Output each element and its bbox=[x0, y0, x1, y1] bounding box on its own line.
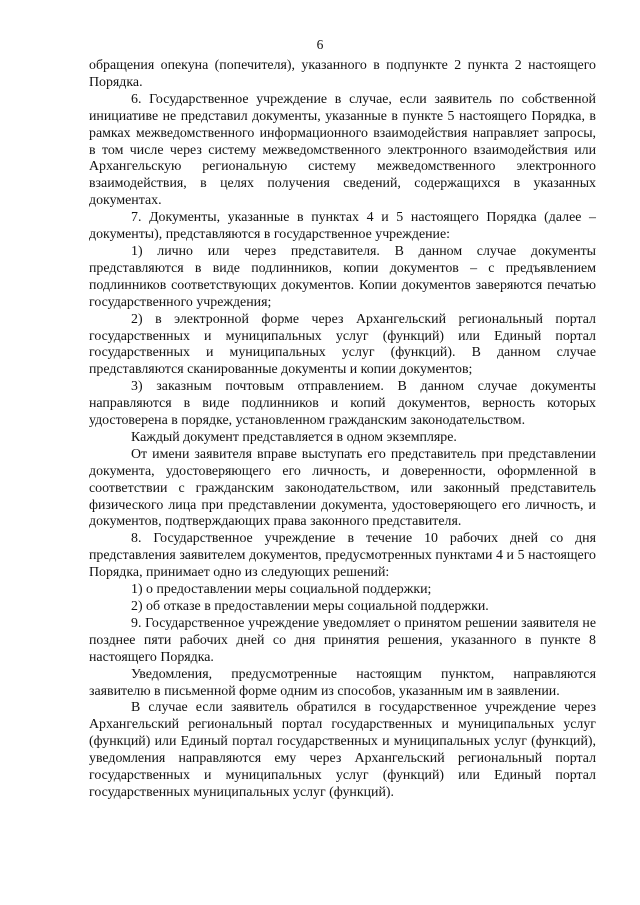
paragraph-item-7-2: 2) в электронной форме через Архангельский региональный портал государственных и муниципальных услуг (функций) или Единый портал государственных и муниципальных услуг (функций). В данном случае представляются сканированные документы и копии документов; bbox=[89, 311, 596, 378]
paragraph-continuation: обращения опекуна (попечителя), указанного в подпункте 2 пункта 2 настоящего Порядка. bbox=[89, 58, 596, 90]
paragraph-item-6: 6. Государственное учреждение в случае, если заявитель по собственной инициативе не представил документы, указанные в пункте 5 настоящего Порядка, в рамках межведомственного информационного взаимодействия направляет запросы, в том числе через систему межведомственного электронного взаимодействия или Архангельскую региональную систему межведомственного электронного взаимодействия, в целях получения сведений, содержащихся в указанных документах. bbox=[89, 91, 596, 209]
paragraph-item-8: 8. Государственное учреждение в течение 10 рабочих дней со дня представления заявителем документов, предусмотренных пунктами 4 и 5 настоящего Порядка, принимает одно из следующих решений: bbox=[89, 531, 596, 581]
document-body bbox=[89, 58, 596, 802]
page-number: 6 bbox=[316, 37, 324, 52]
paragraph-single-copy: Каждый документ представляется в одном экземпляре. bbox=[131, 429, 457, 445]
paragraph-item-7-3: 3) заказным почтовым отправлением. В данном случае документы направляются в виде подлинников и копий документов, верность которых удостоверена в порядке, установленном гражданским законодательством. bbox=[89, 379, 596, 429]
paragraph-item-8-1: 1) о предоставлении меры социальной поддержки; bbox=[131, 582, 432, 598]
paragraph-notifications: Уведомления, предусмотренные настоящим пунктом, направляются заявителю в письменной форме одним из способов, указанным им в заявлении. bbox=[89, 666, 596, 699]
paragraph-representative: От имени заявителя вправе выступать его представитель при представлении документа, удостоверяющего его личность, и доверенности, оформленной в соответствии с гражданским законодательством, или законный представитель физического лица при представлении документа, удостоверяющего его личность, и документов, подтверждающих права законного представителя. bbox=[89, 446, 596, 530]
paragraph-item-8-2: 2) об отказе в предоставлении меры социальной поддержки. bbox=[131, 599, 489, 614]
paragraph-item-7-1: 1) лично или через представителя. В данном случае документы представляются в виде подлинников, копии документов – с предъявлением подлинников соответствующих документов. Копии документов заверяются печатью государственного учреждения; bbox=[89, 243, 596, 310]
paragraph-portal-notifications: В случае если заявитель обратился в государственное учреждение через Архангельский региональный портал государственных и муниципальных услуг (функций) или Единый портал государственных и муниципальных услуг (функций), уведомления направляются ему через Архангельский региональный портал государственных и муниципальных услуг (функций) или Единый портал государственных муниципальных услуг (функций). bbox=[89, 700, 596, 800]
paragraph-item-7: 7. Документы, указанные в пунктах 4 и 5 настоящего Порядка (далее – документы), представляются в государственное учреждение: bbox=[89, 210, 596, 243]
paragraph-item-9: 9. Государственное учреждение уведомляет о принятом решении заявителя не позднее пяти рабочих дней со дня принятия решения, указанного в пункте 8 настоящего Порядка. bbox=[89, 615, 596, 665]
